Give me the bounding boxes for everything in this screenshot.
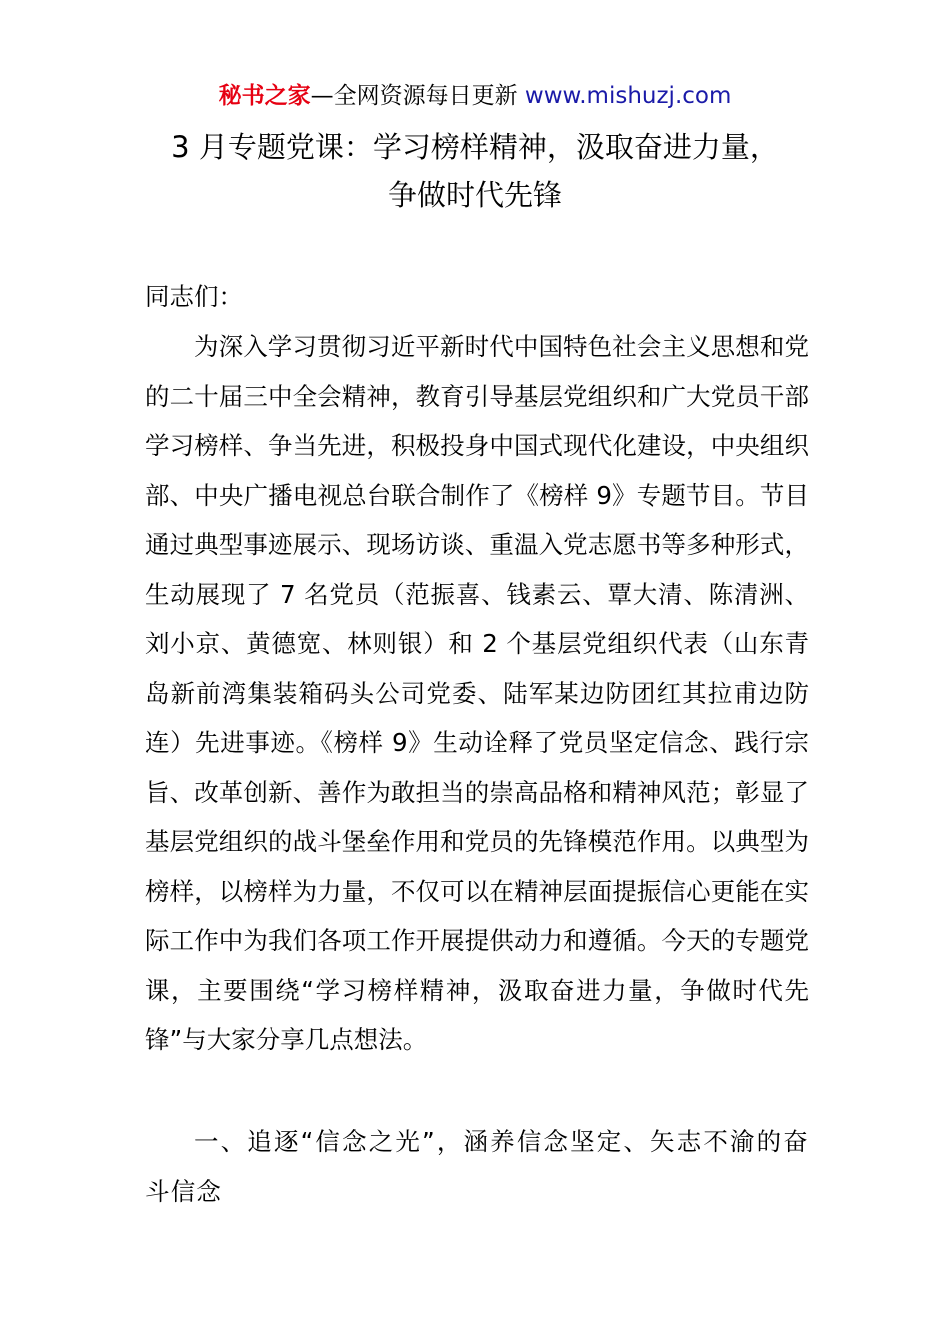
site-url-link[interactable]: www.mishuzj.com <box>524 83 732 109</box>
site-brand: 秘书之家 <box>218 83 311 109</box>
document-title-line1: 3 月专题党课：学习榜样精神，汲取奋进力量， <box>171 130 779 164</box>
document-title-line2: 争做时代先锋 <box>387 178 562 212</box>
site-slogan: —全网资源每日更新 <box>310 83 518 109</box>
intro-paragraph: 为深入学习贯彻习近平新时代中国特色社会主义思想和党的二十届三中全会精神，教育引导基层党组织和广大党员干部学习榜样、争当先进，积极投身中国式现代化建设，中央组织部、中央广播电视总台联合制作了《榜样 9》专题节目。节目通过典型事迹展示、现场访谈、重温入党志愿书等多种形式，生动展现了 7 名党员（范振喜、钱素云、覃大清、陈清洲、刘小京、黄德宽、林则银）和 2 个基层党组织代表（山东青岛新前湾集装箱码头公司党委、陆军某边防团红其拉甫边防连）先进事迹。《榜样 9》生动诠释了党员坚定信念、践行宗旨、改革创新、善作为敢担当的崇高品格和精神风范；彰显了基层党组织的战斗堡垒作用和党员的先锋模范作用。以典型为榜样，以榜样为力量，不仅可以在精神层面提振信心更能在实际工作中为我们各项工作开展提供动力和遵循。今天的专题党课，主要围绕“学习榜样精神，汲取奋进力量，争做时代先锋”与大家分享几点想法。 <box>145 332 809 1054</box>
site-banner <box>0 80 950 112</box>
section-heading-1: 一、追逐“信念之光”，涵养信念坚定、矢志不渝的奋斗信念 <box>145 1127 809 1206</box>
salutation: 同志们： <box>145 282 243 311</box>
